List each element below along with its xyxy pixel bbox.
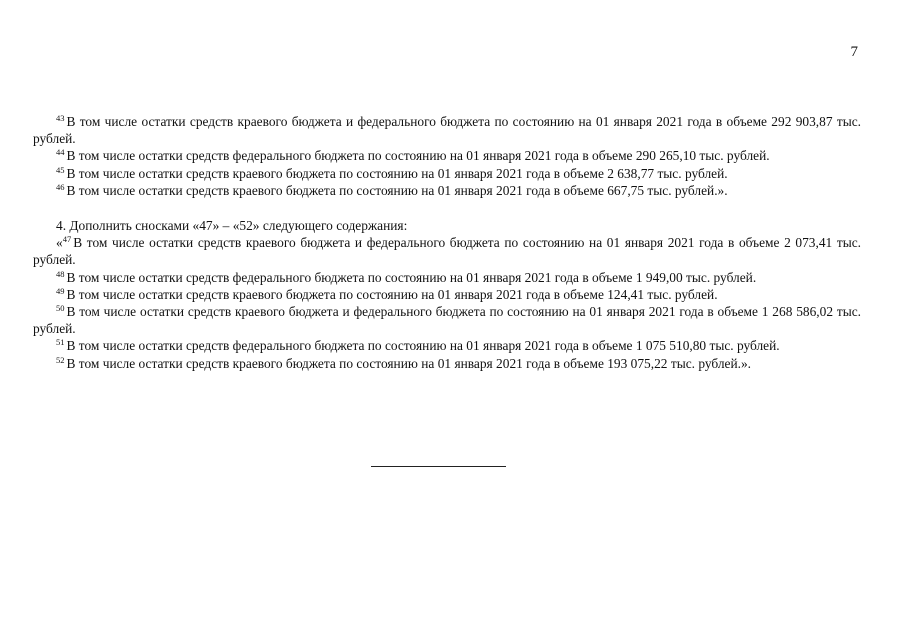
footnote-number: 43 bbox=[56, 113, 65, 123]
footnote-text: В том числе остатки средств краевого бюджета по состоянию на 01 января 2021 года в объеме 124,41 тыс. рублей. bbox=[66, 286, 718, 302]
footnote-number: 46 bbox=[56, 181, 65, 192]
footnote-number: 52 bbox=[56, 354, 65, 365]
footnote-number: 51 bbox=[56, 337, 65, 348]
footnote-text: В том числе остатки средств краевого бюджета по состоянию на 01 января 2021 года в объеме 2 638,77 тыс. рублей. bbox=[66, 165, 728, 181]
footnote-number: 44 bbox=[56, 147, 65, 158]
footnote-text: В том числе остатки средств краевого бюджета по состоянию на 01 января 2021 года в объеме 667,75 тыс. рублей.». bbox=[66, 182, 728, 198]
opening-quote: « bbox=[56, 235, 63, 251]
footnote-50 bbox=[33, 303, 861, 337]
footnote-text: В том числе остатки средств краевого бюджета и федерального бюджета по состоянию на 01 января 2021 года в объеме 292 903,87 тыс. рублей. bbox=[33, 114, 861, 147]
page-number: 7 bbox=[850, 44, 858, 60]
footnote-text: В том числе остатки средств федерального бюджета по состоянию на 01 января 2021 года в объеме 1 949,00 тыс. рублей. bbox=[66, 269, 757, 285]
footnote-number: 49 bbox=[56, 285, 65, 296]
footnote-49 bbox=[33, 286, 861, 303]
footnote-52 bbox=[33, 355, 861, 372]
footnote-text: В том числе остатки средств федерального бюджета по состоянию на 01 января 2021 года в объеме 290 265,10 тыс. рублей. bbox=[66, 148, 770, 164]
paragraph-gap bbox=[33, 199, 861, 217]
amendment-item-4: 4. Дополнить сносками «47» – «52» следующего содержания: bbox=[56, 218, 408, 234]
footnote-44 bbox=[33, 147, 861, 164]
end-separator-line bbox=[371, 466, 506, 467]
footnote-text: В том числе остатки средств федерального бюджета по состоянию на 01 января 2021 года в объеме 1 075 510,80 тыс. рублей. bbox=[66, 338, 780, 354]
footnote-46 bbox=[33, 182, 861, 199]
footnote-51 bbox=[33, 337, 861, 354]
footnote-48 bbox=[33, 269, 861, 286]
document-body bbox=[33, 113, 861, 372]
footnote-47 bbox=[33, 234, 861, 268]
footnote-number: 48 bbox=[56, 268, 65, 279]
footnote-text: В том числе остатки средств краевого бюджета по состоянию на 01 января 2021 года в объеме 193 075,22 тыс. рублей.». bbox=[66, 355, 752, 371]
footnote-number: 47 bbox=[62, 234, 72, 245]
footnote-text: В том числе остатки средств краевого бюджета и федерального бюджета по состоянию на 01 января 2021 года в объеме 2 073,41 тыс. рублей. bbox=[33, 235, 861, 268]
footnote-45 bbox=[33, 165, 861, 182]
footnote-43 bbox=[33, 113, 861, 147]
footnote-number: 50 bbox=[56, 303, 65, 314]
footnote-number: 45 bbox=[56, 164, 65, 175]
footnote-text: В том числе остатки средств краевого бюджета и федерального бюджета по состоянию на 01 января 2021 года в объеме 1 268 586,02 тыс. рублей. bbox=[33, 304, 861, 337]
